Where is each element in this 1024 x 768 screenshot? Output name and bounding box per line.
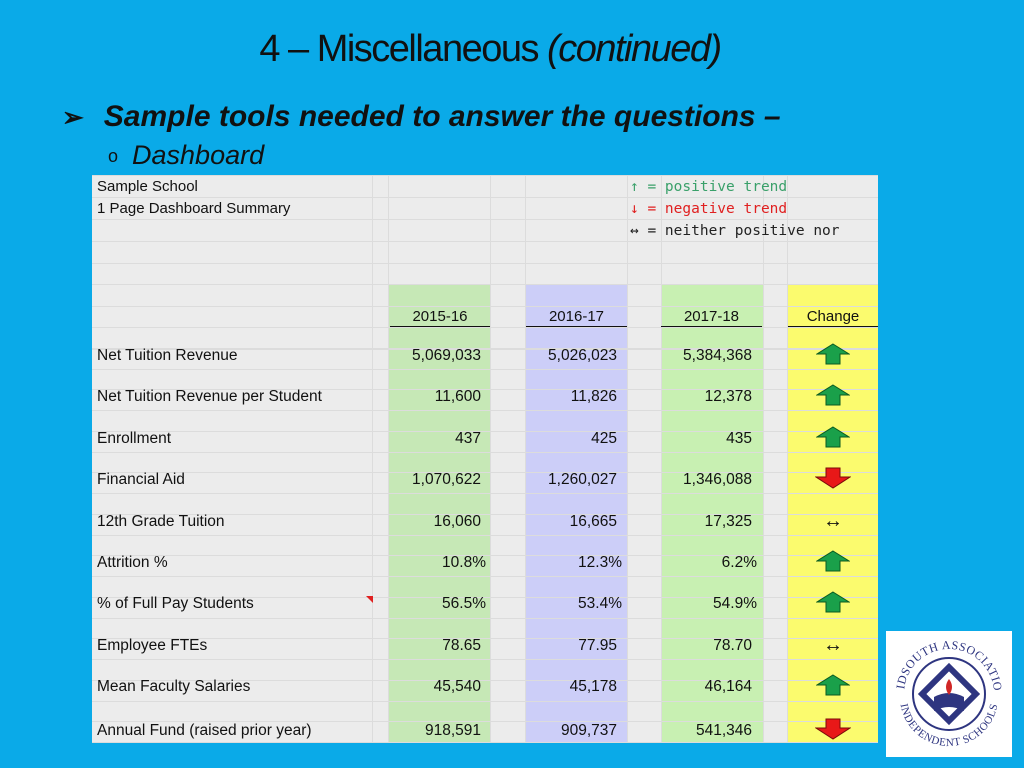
value-2017-18: 54.9% <box>713 595 757 613</box>
column-header-change: Change <box>788 308 878 327</box>
column-header-2017-18: 2017-18 <box>661 308 762 327</box>
bullet-arrow-icon: ➢ <box>62 102 84 132</box>
value-2016-17: 12.3% <box>578 554 622 571</box>
value-2015-16: 11,600 <box>434 388 481 406</box>
value-2017-18: 6.2% <box>721 554 757 571</box>
trend-down-arrow-icon <box>810 718 856 743</box>
grid-line-horizontal <box>92 197 878 198</box>
value-2017-18: 541,346 <box>695 721 752 739</box>
logo-text-bottom: INDEPENDENT SCHOOLS <box>897 702 1001 750</box>
school-name: Sample School <box>97 178 198 195</box>
sub-bullet-icon: o <box>108 146 119 166</box>
value-2017-18: 17,325 <box>704 512 752 530</box>
value-2016-17: 16,665 <box>569 512 617 530</box>
grid-line-horizontal <box>92 701 878 702</box>
grid-line-horizontal <box>92 410 878 411</box>
trend-up-arrow-icon <box>810 426 856 453</box>
trend-up-arrow-icon <box>810 384 856 411</box>
grid-line-vertical <box>388 175 389 743</box>
grid-line-horizontal <box>92 369 878 370</box>
value-2016-17: 1,260,027 <box>548 471 617 489</box>
value-2017-18: 12,378 <box>704 388 752 406</box>
grid-line-horizontal <box>92 535 878 536</box>
trend-up-arrow-icon <box>810 343 856 370</box>
grid-line-horizontal <box>92 618 878 619</box>
row-label: Enrollment <box>97 429 172 447</box>
value-2017-18: 5,384,368 <box>683 347 752 364</box>
trend-up-arrow-icon <box>810 674 856 701</box>
value-2016-17: 53.4% <box>578 595 622 613</box>
grid-line-vertical <box>627 175 628 743</box>
row-label: Mean Faculty Salaries <box>97 678 251 696</box>
row-label: 12th Grade Tuition <box>97 512 225 530</box>
grid-line-horizontal <box>92 472 878 473</box>
grid-line-horizontal <box>92 175 878 176</box>
value-2015-16: 5,069,033 <box>412 347 481 364</box>
grid-line-vertical <box>525 175 526 743</box>
value-2016-17: 77.95 <box>578 636 617 654</box>
trend-down-arrow-icon <box>810 467 856 494</box>
slide-title <box>0 28 980 71</box>
trend-neutral-icon: ↔ <box>823 509 843 532</box>
grid-line-horizontal <box>92 452 878 453</box>
value-2015-16: 45,540 <box>433 678 481 696</box>
value-2015-16: 1,070,622 <box>412 471 481 489</box>
grid-line-vertical <box>661 175 662 743</box>
slide-title-italic: (continued) <box>547 28 721 70</box>
grid-line-horizontal <box>92 431 878 432</box>
legend-negative: ↓ = negative trend <box>630 201 788 217</box>
grid-line-horizontal <box>92 241 878 242</box>
value-2015-16: 56.5% <box>442 595 486 613</box>
value-2017-18: 46,164 <box>704 678 752 696</box>
grid-line-vertical <box>787 175 788 743</box>
value-2015-16: 78.65 <box>442 636 481 654</box>
grid-line-horizontal <box>92 659 878 660</box>
column-header-2016-17: 2016-17 <box>526 308 627 327</box>
grid-line-horizontal <box>92 284 878 285</box>
trend-up-arrow-icon <box>810 550 856 577</box>
value-2016-17: 11,826 <box>570 388 617 406</box>
grid-line-horizontal <box>92 493 878 494</box>
row-label: Annual Fund (raised prior year) <box>97 721 312 739</box>
value-2016-17: 5,026,023 <box>548 347 617 364</box>
bullet-line <box>62 100 781 134</box>
trend-up-arrow-icon <box>810 591 856 618</box>
row-label: % of Full Pay Students <box>97 595 254 613</box>
legend-neutral: ↔ = neither positive nor <box>630 223 840 239</box>
value-2016-17: 425 <box>591 429 617 447</box>
value-2016-17: 909,737 <box>560 721 617 739</box>
row-label: Employee FTEs <box>97 636 208 654</box>
comment-marker-icon <box>366 596 373 603</box>
value-2017-18: 78.70 <box>713 636 752 654</box>
row-label: Attrition % <box>97 554 168 571</box>
legend-positive: ↑ = positive trend <box>630 179 788 195</box>
grid-line-horizontal <box>92 742 878 743</box>
dashboard-subtitle: 1 Page Dashboard Summary <box>97 200 291 217</box>
grid-line-horizontal <box>92 219 878 220</box>
grid-line-horizontal <box>92 576 878 577</box>
value-2016-17: 45,178 <box>569 678 617 696</box>
grid-line-vertical <box>763 175 764 743</box>
value-2015-16: 918,591 <box>424 721 481 739</box>
midsouth-logo <box>886 631 1012 757</box>
trend-neutral-icon: ↔ <box>823 633 843 656</box>
value-2015-16: 437 <box>455 429 481 447</box>
slide-title-main: 4 – Miscellaneous <box>259 28 548 70</box>
column-header-2015-16: 2015-16 <box>390 308 490 327</box>
grid-line-vertical <box>490 175 491 743</box>
row-label: Net Tuition Revenue per Student <box>97 388 322 406</box>
value-2015-16: 16,060 <box>433 512 481 530</box>
grid-line-horizontal <box>92 263 878 264</box>
value-2017-18: 1,346,088 <box>683 471 752 489</box>
dashboard-spreadsheet <box>92 175 878 743</box>
logo-text-top: IDSOUTH ASSOCIATIO <box>893 637 1006 692</box>
bullet-text: Sample tools needed to answer the questions – <box>103 100 781 133</box>
row-label: Financial Aid <box>97 471 185 489</box>
value-2015-16: 10.8% <box>442 554 486 571</box>
sub-bullet-text: Dashboard <box>132 140 265 170</box>
sub-bullet-line <box>108 140 264 171</box>
grid-line-horizontal <box>92 638 878 639</box>
row-label: Net Tuition Revenue <box>97 347 238 364</box>
grid-line-vertical <box>372 175 373 743</box>
grid-line-horizontal <box>92 327 878 328</box>
value-2017-18: 435 <box>726 429 752 447</box>
grid-line-horizontal <box>92 306 878 307</box>
school-crest-icon <box>886 631 1012 757</box>
